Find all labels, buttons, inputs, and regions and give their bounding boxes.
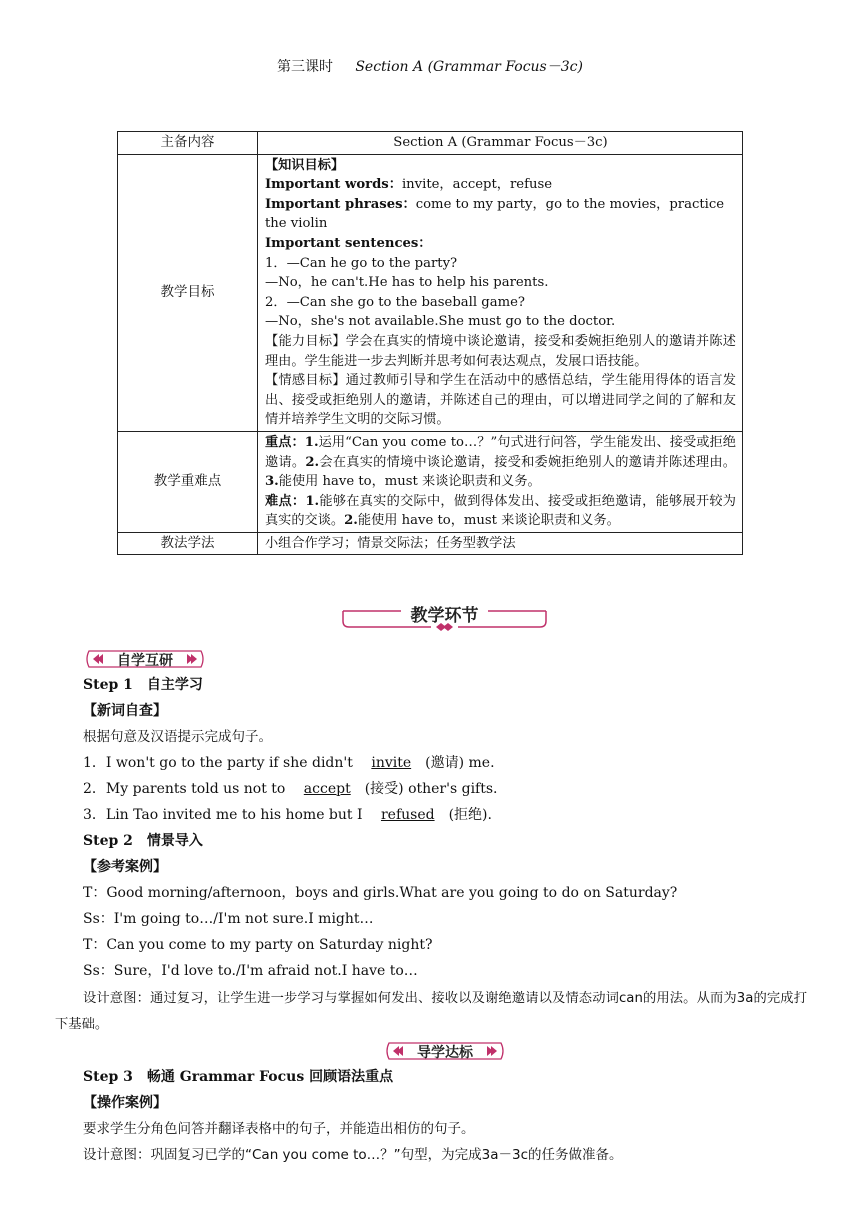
section-pill-guided [383,1041,507,1061]
dialogue-2: Ss：I'm going to…/I'm not sure.I might… [83,911,374,927]
sentences-label: Important sentences： [265,235,432,251]
q2-text: 2．My parents told us not to [83,781,286,797]
sentence-1-answer: —No，he can't.He has to help his parents. [265,275,549,291]
table-row [118,132,743,155]
row-value-methods: 小组合作学习；情景交际法；任务型教学法 [258,532,743,555]
diff-text-1: 能够在真实的交际中，做到得体发出、接受或拒绝邀请，能够展开较为真实的交谈。 [265,493,736,529]
words-label: Important words： [265,177,402,193]
key-num-1: 1. [304,434,319,450]
q1-answer: invite [371,755,412,771]
key-label: 重点： [265,434,305,450]
row-label-methods: 教法学法 [118,532,258,555]
q3-answer: refused [380,807,435,823]
q1-text: 1．I won't go to the party if she didn't [83,755,353,771]
key-text-2: 会在真实的情境中谈论邀请，接受和委婉拒绝别人的邀请并陈述理由。 [319,454,736,470]
row-value-content: Section A (Grammar Focus－3c) [258,132,743,155]
step-3-c: 回顾语法重点 [304,1069,394,1085]
q3-hint: (拒绝). [448,807,492,823]
table-row [118,154,743,431]
question-2 [83,776,813,802]
content-part-1 [83,672,813,984]
dialogue-1: T：Good morning/afternoon，boys and girls.What are you going to do on Saturday? [83,885,678,901]
lesson-plan-table [117,131,743,555]
design-intent-2: 设计意图：巩固复习已学的“Can you come to…？”句型，为完成3a－3c的任务做准备。 [83,1147,623,1163]
sentence-1: 1．—Can he go to the party? [265,255,458,271]
question-1 [83,750,813,776]
key-num-3: 3. [265,474,279,490]
q2-hint: (接受) other's gifts. [364,781,498,797]
knowledge-title: 【知识目标】 [265,157,345,173]
newwords-title: 【新词自查】 [83,703,167,719]
row-value-goals [258,154,743,431]
words-value: invite，accept，refuse [401,177,553,193]
page-header [0,56,860,76]
question-3 [83,802,813,828]
header-topic: (Grammar Focus－3c) [427,59,583,75]
phrases-label: Important phrases： [265,196,416,212]
sentence-2-answer: —No，she's not available.She must go to the doctor. [265,314,616,330]
step-3-b: Grammar Focus [179,1069,305,1085]
step-3-a: Step 3 畅通 [83,1069,180,1085]
banner-title: 教学环节 [410,606,479,626]
table-row [118,431,743,532]
row-label-keypoints: 教学重难点 [118,431,258,532]
operation-title: 【操作案例】 [83,1095,167,1111]
header-section: Section A [355,59,424,75]
content-part-2 [83,1064,813,1168]
operation-text: 要求学生分角色问答并翻译表格中的句子，并能造出相仿的句子。 [83,1121,475,1137]
ability-goal: 【能力目标】学会在真实的情境中谈论邀请，接受和委婉拒绝别人的邀请并陈述理由。学生能进一步去判断并思考如何表达观点，发展口语技能。 [265,333,736,369]
sentence-2: 2．—Can she go to the baseball game? [265,294,525,310]
section-pill-self-study [83,649,207,669]
section-banner [341,597,548,633]
row-label-goals: 教学目标 [118,154,258,431]
diff-num-2: 2. [344,513,358,529]
step-1-title: Step 1 自主学习 [83,677,203,693]
key-num-2: 2. [305,454,320,470]
table-row [118,532,743,555]
key-text-3: 能使用 have to，must 来谈论职责和义务。 [278,474,541,490]
dialogue-3: T：Can you come to my party on Saturday night? [83,937,433,953]
dialogue-4: Ss：Sure，I'd love to./I'm afraid not.I have to… [83,963,418,979]
header-lesson: 第三课时 [277,59,334,75]
reference-title: 【参考案例】 [83,859,167,875]
phrases-value: come to my party，go to the movies，practice the violin [265,196,725,232]
instruction: 根据句意及汉语提示完成句子。 [83,729,272,745]
row-value-keypoints [258,431,743,532]
key-text-1: 运用“Can you come to…？”句式进行问答，学生能发出、接受或拒绝邀请。 [265,434,736,470]
design-intent-1: 设计意图：通过复习，让学生进一步学习与掌握如何发出、接收以及谢绝邀请以及情态动词can的用法。从而为3a的完成打下基础。 [55,991,807,1032]
row-label-content: 主备内容 [118,132,258,155]
diff-num-1: 1. [305,493,320,509]
step-2-title: Step 2 情景导入 [83,833,203,849]
diff-label: 难点： [265,493,306,509]
q3-text: 3．Lin Tao invited me to his home but I [83,807,363,823]
q1-hint: (邀请) me. [425,755,495,771]
pill-title: 导学达标 [417,1045,473,1061]
pill-title: 自学互研 [117,653,173,669]
diff-text-2: 能使用 have to，must 来谈论职责和义务。 [357,513,620,529]
emotion-goal: 【情感目标】通过教师引导和学生在活动中的感悟总结，学生能用得体的语言发出、接受或拒绝别人的邀请，并陈述自己的理由，可以增进同学之间的了解和友情并培养学生文明的交际习惯。 [265,373,736,428]
q2-answer: accept [303,781,351,797]
